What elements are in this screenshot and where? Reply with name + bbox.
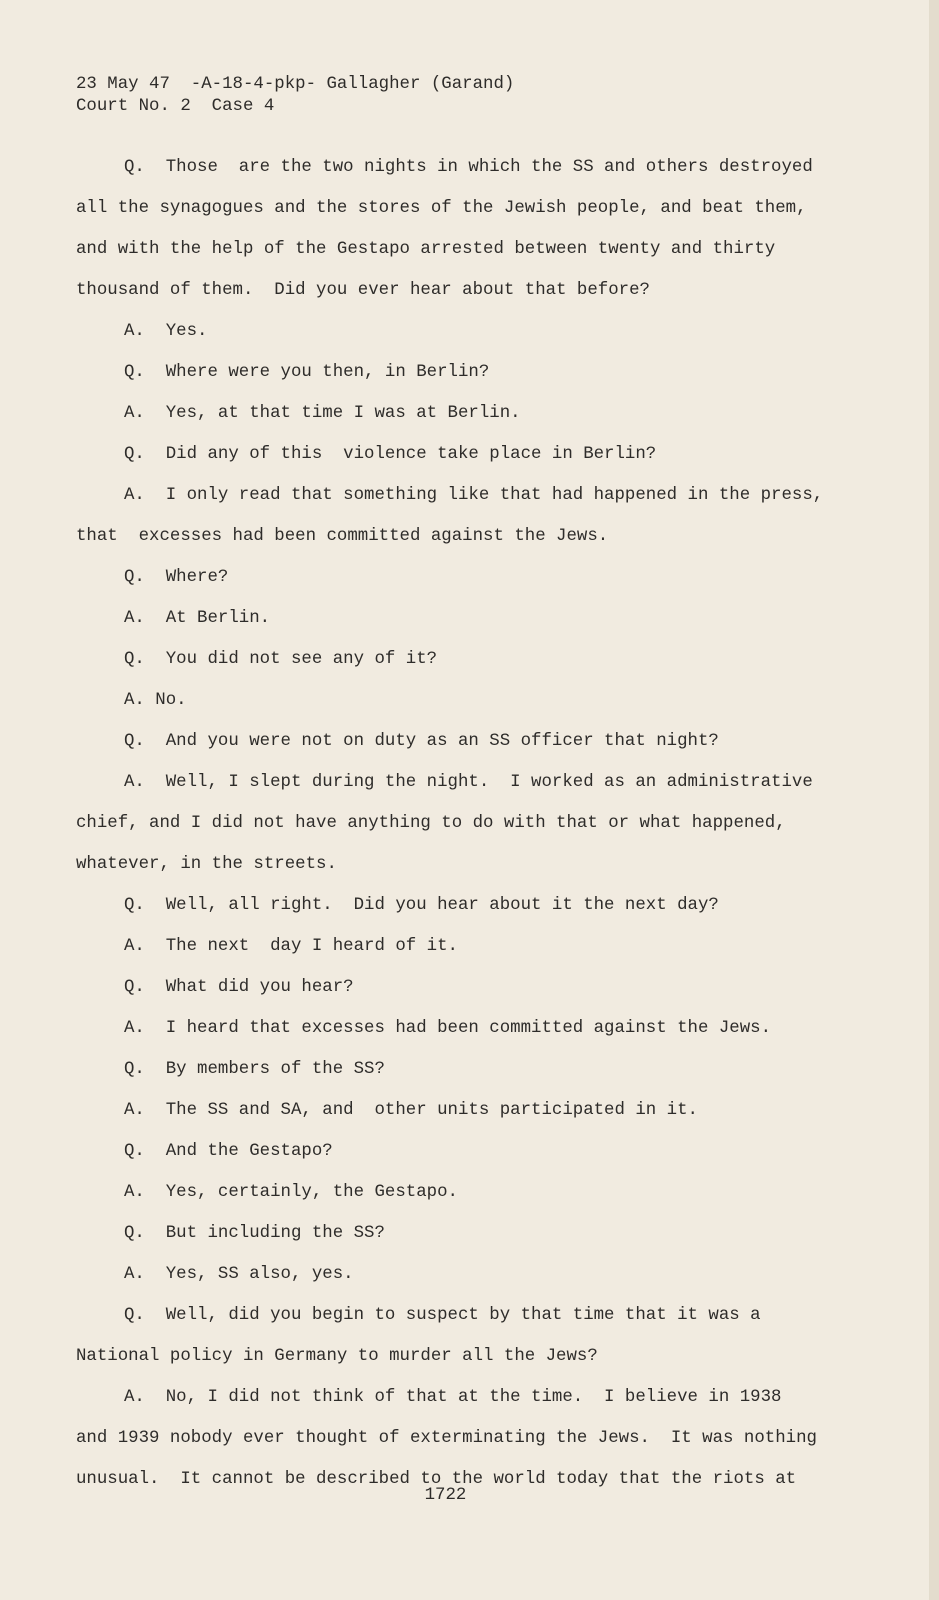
transcript-line: Q. You did not see any of it?	[124, 650, 438, 669]
transcript-line: A. No.	[124, 691, 187, 710]
transcript-line: Q. And you were not on duty as an SS officer that night?	[124, 732, 719, 751]
page-number-container	[0, 1486, 929, 1505]
transcript-line: Q. And the Gestapo?	[124, 1142, 333, 1161]
transcript-line: Q. Where?	[124, 568, 229, 587]
transcript-line: A. The next day I heard of it.	[124, 937, 458, 956]
header-line-1: 23 May 47 -A-18-4-pkp- Gallagher (Garand)	[76, 75, 515, 94]
transcript-line: A. I heard that excesses had been committed against the Jews.	[124, 1019, 772, 1038]
transcript-line: whatever, in the streets.	[76, 855, 337, 874]
transcript-line: Q. By members of the SS?	[124, 1060, 385, 1079]
transcript-line: thousand of them. Did you ever hear about that before?	[76, 281, 650, 300]
transcript-line: and with the help of the Gestapo arrested between twenty and thirty	[76, 240, 776, 259]
transcript-body	[76, 153, 836, 1506]
transcript-line: A. Yes, at that time I was at Berlin.	[124, 404, 521, 423]
transcript-line: A. Yes, SS also, yes.	[124, 1265, 354, 1284]
transcript-line: A. At Berlin.	[124, 609, 271, 628]
transcript-line: A. The SS and SA, and other units participated in it.	[124, 1101, 698, 1120]
transcript-line: A. Well, I slept during the night. I worked as an administrative	[124, 773, 813, 792]
transcript-line: chief, and I did not have anything to do with that or what happened,	[76, 814, 786, 833]
page-number: 1722	[424, 1486, 467, 1505]
transcript-line: A. I only read that something like that had happened in the press,	[124, 486, 824, 505]
transcript-line: Q. Did any of this violence take place in Berlin?	[124, 445, 657, 464]
header-line-2: Court No. 2 Case 4	[76, 97, 275, 116]
transcript-line: Q. Well, all right. Did you hear about it the next day?	[124, 896, 719, 915]
transcript-line: that excesses had been committed against the Jews.	[76, 527, 609, 546]
transcript-line: A. Yes, certainly, the Gestapo.	[124, 1183, 458, 1202]
transcript-line: Q. Those are the two nights in which the SS and others destroyed	[124, 158, 813, 177]
transcript-line: A. Yes.	[124, 322, 208, 341]
transcript-line: Q. Where were you then, in Berlin?	[124, 363, 490, 382]
transcript-line: unusual. It cannot be described to the world today that the riots at	[76, 1470, 797, 1489]
transcript-line: Q. What did you hear?	[124, 978, 354, 997]
transcript-line: and 1939 nobody ever thought of exterminating the Jews. It was nothing	[76, 1429, 817, 1448]
transcript-line: National policy in Germany to murder all the Jews?	[76, 1347, 598, 1366]
transcript-line: Q. But including the SS?	[124, 1224, 385, 1243]
transcript-line: all the synagogues and the stores of the Jewish people, and beat them,	[76, 199, 807, 218]
document-header	[76, 74, 514, 118]
transcript-line: Q. Well, did you begin to suspect by that time that it was a	[124, 1306, 761, 1325]
transcript-line: A. No, I did not think of that at the time. I believe in 1938	[124, 1388, 782, 1407]
